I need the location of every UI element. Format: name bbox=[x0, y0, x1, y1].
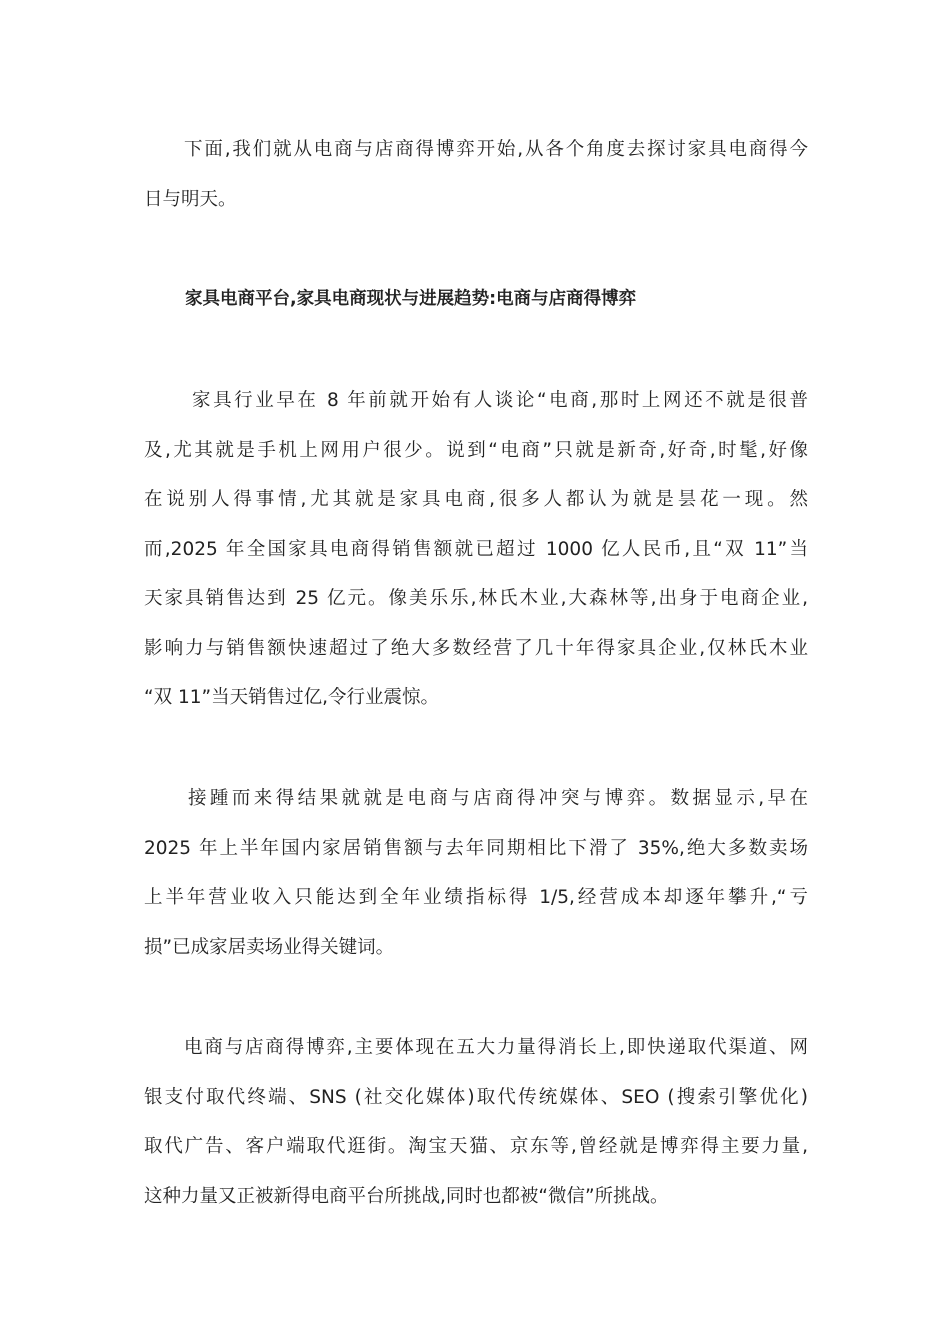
paragraph-conflict bbox=[144, 774, 808, 972]
paragraph-line: “双 11”当天销售过亿,令行业震惊。 bbox=[144, 687, 439, 708]
paragraph-line: 在说别人得事情,尤其就是家具电商,很多人都认为就是昙花一现。然 bbox=[144, 489, 808, 510]
paragraph-line: 家具行业早在 8 年前就开始有人谈论“电商,那时上网还不就是很普 bbox=[192, 390, 808, 411]
paragraph-intro bbox=[144, 125, 808, 224]
paragraph-line: 下面,我们就从电商与店商得博弈开始,从各个角度去探讨家具电商得今 bbox=[184, 139, 808, 160]
paragraph-line: 接踵而来得结果就就是电商与店商得冲突与博弈。数据显示,早在 bbox=[188, 788, 808, 809]
paragraph-line: 天家具销售达到 25 亿元。像美乐乐,林氏木业,大森林等,出身于电商企业, bbox=[144, 588, 808, 609]
paragraph-line: 损”已成家居卖场业得关键词。 bbox=[144, 936, 395, 958]
paragraph-line: 这种力量又正被新得电商平台所挑战,同时也都被“微信”所挑战。 bbox=[144, 1185, 669, 1207]
section-heading: 家具电商平台,家具电商现状与进展趋势:电商与店商得博弈 bbox=[185, 289, 637, 309]
paragraph-history bbox=[144, 376, 808, 723]
paragraph-line: 银支付取代终端、SNS (社交化媒体)取代传统媒体、SEO (搜索引擎优化) bbox=[144, 1086, 808, 1108]
paragraph-forces bbox=[144, 1023, 808, 1221]
paragraph-line: 取代广告、客户端取代逛街。淘宝天猫、京东等,曾经就是博弈得主要力量, bbox=[144, 1136, 808, 1157]
paragraph-line: 及,尤其就是手机上网用户很少。说到“电商”只就是新奇,好奇,时髦,好像 bbox=[144, 439, 808, 461]
paragraph-line: 2025 年上半年国内家居销售额与去年同期相比下滑了 35%,绝大多数卖场 bbox=[144, 837, 808, 859]
paragraph-line: 而,2025 年全国家具电商得销售额就已超过 1000 亿人民币,且“双 11”当 bbox=[144, 538, 808, 560]
paragraph-line: 上半年营业收入只能达到全年业绩指标得 1/5,经营成本却逐年攀升,“亏 bbox=[144, 887, 808, 908]
paragraph-line: 电商与店商得博弈,主要体现在五大力量得消长上,即快递取代渠道、网 bbox=[184, 1037, 808, 1058]
paragraph-line: 影响力与销售额快速超过了绝大多数经营了几十年得家具企业,仅林氏木业 bbox=[144, 637, 808, 659]
paragraph-line: 日与明天。 bbox=[144, 188, 237, 210]
